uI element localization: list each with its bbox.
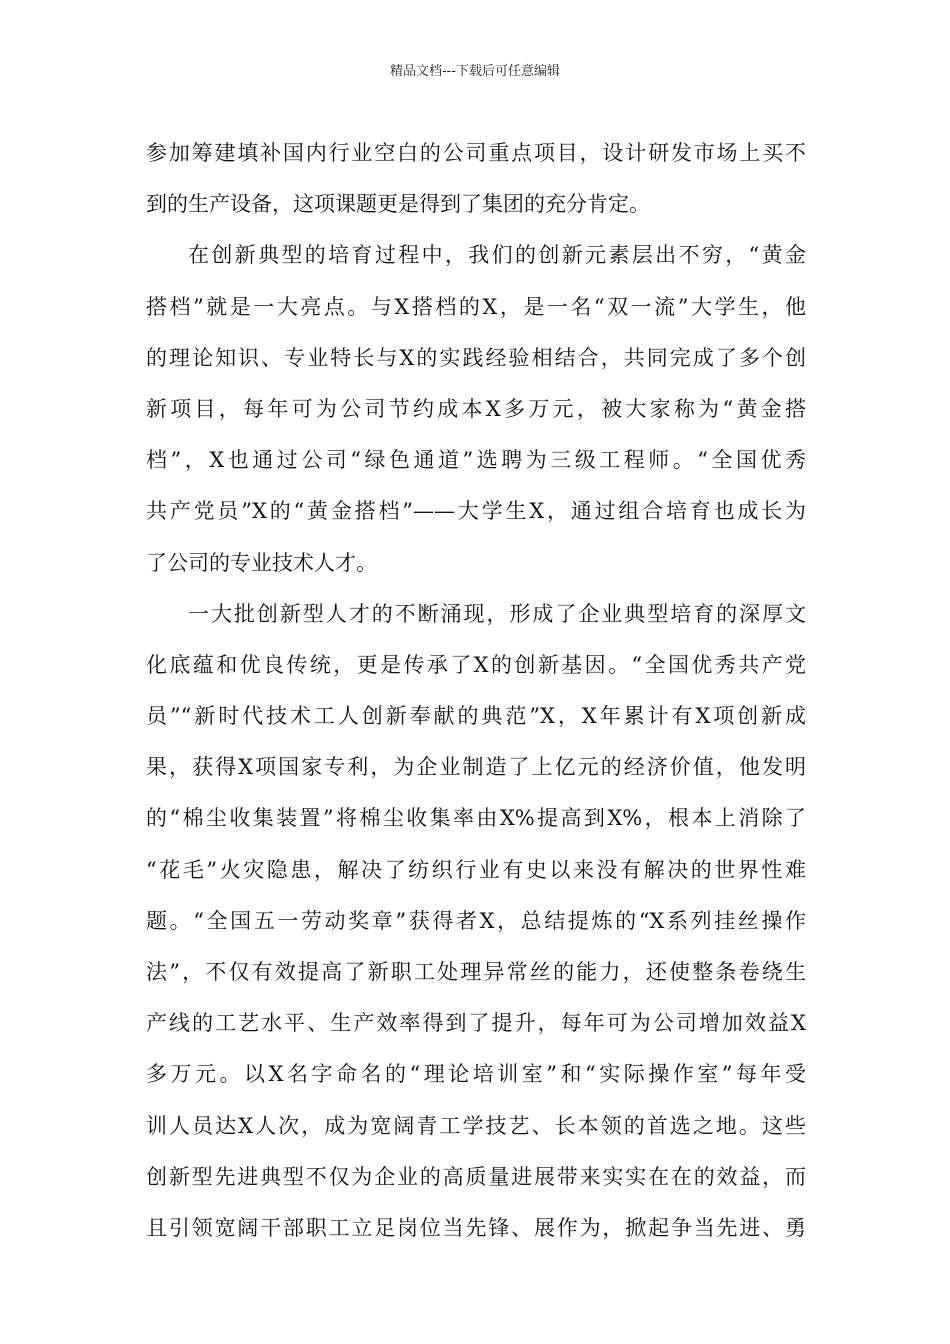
text-line: 创新型先进典型不仅为企业的高质量进展带来实实在在的效益，而 (146, 1164, 806, 1189)
text-line: 的“棉尘收集装置”将棉尘收集率由X%提高到X%，根本上消除了 (146, 806, 806, 831)
page-header: 精品文档---下载后可任意编辑 (389, 64, 561, 79)
text-line: 搭档”就是一大亮点。与X搭档的X，是一名“双一流”大学生，他 (146, 294, 806, 319)
text-line: 一大批创新型人才的不断涌现，形成了企业典型培育的深厚文 (188, 601, 806, 626)
text-line: 且引领宽阔干部职工立足岗位当先锋、展作为，掀起争当先进、勇 (146, 1215, 806, 1240)
text-line: 档”，X也通过公司“绿色通道”选聘为三级工程师。“全国优秀 (146, 448, 806, 473)
text-line: 到的生产设备，这项课题更是得到了集团的充分肯定。 (146, 192, 650, 217)
document-body (146, 128, 806, 1254)
text-line: 法”，不仅有效提高了新职工处理异常丝的能力，还使整条卷绕生 (146, 960, 806, 984)
text-line: 了公司的专业技术人才。 (146, 550, 377, 575)
text-line: 果，获得X项国家专利，为企业制造了上亿元的经济价值，他发明 (146, 755, 806, 780)
text-line: 多万元。以X名字命名的“理论培训室”和“实际操作室”每年受 (146, 1062, 806, 1087)
text-line: 的理论知识、专业特长与X的实践经验相结合，共同完成了多个创 (146, 345, 806, 370)
text-line: “花毛”火灾隐患，解决了纺织行业有史以来没有解决的世界性难 (146, 857, 806, 882)
text-line: 新项目，每年可为公司节约成本X多万元，被大家称为“黄金搭 (146, 396, 806, 421)
text-line: 题。“全国五一劳动奖章”获得者X，总结提炼的“X系列挂丝操作 (146, 908, 806, 933)
text-line: 产线的工艺水平、生产效率得到了提升，每年可为公司增加效益X (146, 1011, 806, 1036)
text-line: 训人员达X人次，成为宽阔青工学技艺、长本领的首选之地。这些 (146, 1113, 806, 1138)
text-line: 参加筹建填补国内行业空白的公司重点项目，设计研发市场上买不 (146, 141, 806, 165)
text-line: 在创新典型的培育过程中，我们的创新元素层出不穷，“黄金 (188, 243, 806, 268)
text-line: 共产党员”X的“黄金搭档”——大学生X，通过组合培育也成长为 (146, 499, 806, 524)
text-line: 员”“新时代技术工人创新奉献的典范”X，X年累计有X项创新成 (146, 704, 806, 729)
text-line: 化底蕴和优良传统，更是传承了X的创新基因。“全国优秀共产党 (146, 652, 806, 677)
